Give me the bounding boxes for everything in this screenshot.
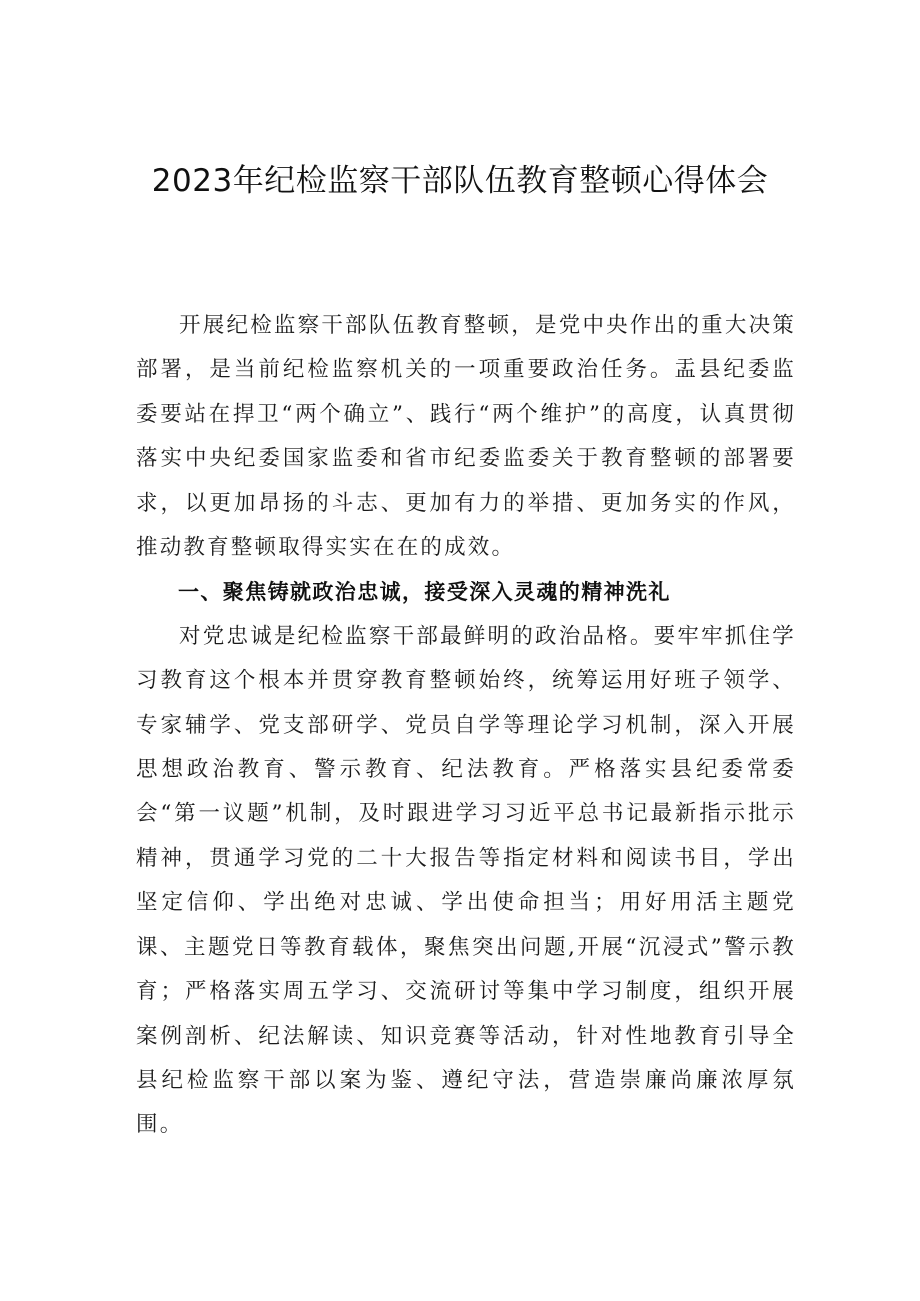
- section-heading: 一、聚焦铸就政治忠诚，接受深入灵魂的精神洗礼: [178, 580, 671, 605]
- intro-paragraph: 开展纪检监察干部队伍教育整顿，是党中央作出的重大决策部署，是当前纪检监察机关的一项重要政治任务。盂县纪委监委要站在捍卫“两个确立”、践行“两个维护”的高度，认真贯彻落实中央纪委国家监委和省市纪委监委关于教育整顿的部署要求，以更加昂扬的斗志、更加有力的举措、更加务实的作风，推动教育整顿取得实实在在的成效。: [136, 313, 796, 561]
- document-title: 2023年纪检监察干部队伍教育整顿心得体会: [151, 163, 769, 199]
- document-body: [136, 304, 796, 1148]
- section-paragraph: 对党忠诚是纪检监察干部最鲜明的政治品格。要牢牢抓住学习教育这个根本并贯穿教育整顿始终，统筹运用好班子领学、专家辅学、党支部研学、党员自学等理论学习机制，深入开展思想政治教育、警示教育、纪法教育。严格落实县纪委常委会“第一议题”机制，及时跟进学习习近平总书记最新指示批示精神，贯通学习党的二十大报告等指定材料和阅读书目，学出坚定信仰、学出绝对忠诚、学出使命担当；用好用活主题党课、主题党日等教育载体，聚焦突出问题,开展“沉浸式”警示教育；严格落实周五学习、交流研讨等集中学习制度，组织开展案例剖析、纪法解读、知识竞赛等活动，针对性地教育引导全县纪检监察干部以案为鉴、遵纪守法，营造崇廉尚廉浓厚氛围。: [136, 623, 796, 1138]
